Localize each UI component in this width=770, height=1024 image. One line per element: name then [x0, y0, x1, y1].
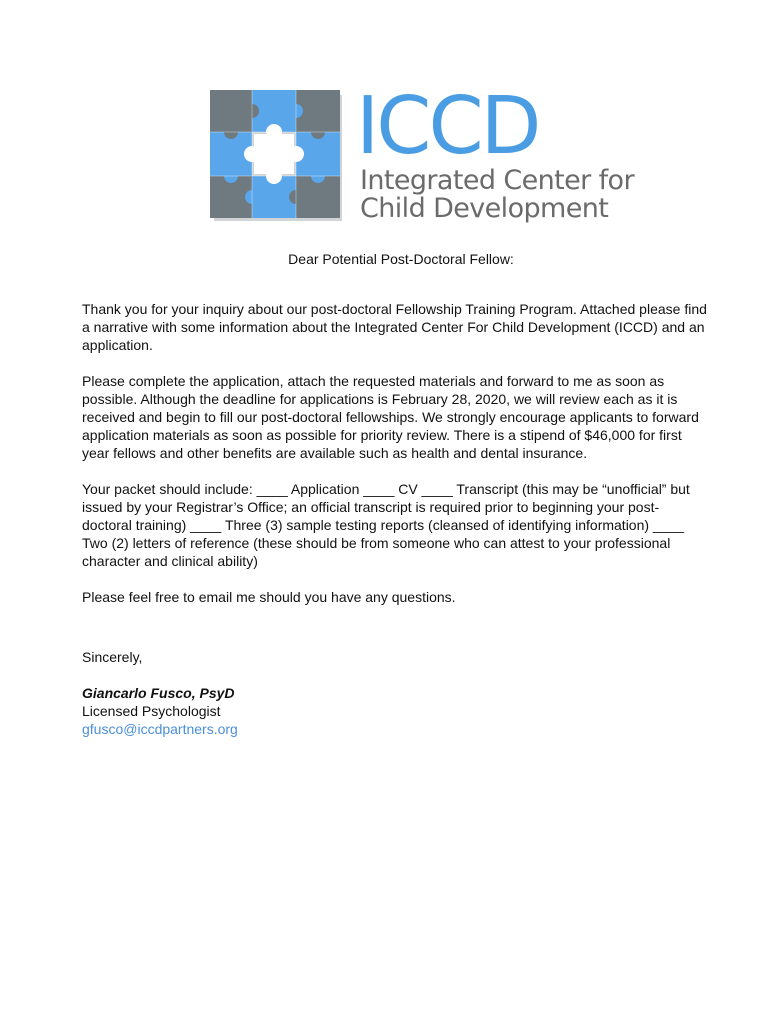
logo-tagline-line-2: Child Development	[360, 193, 609, 224]
salutation: Dear Potential Post-Doctoral Fellow:	[288, 251, 514, 267]
paragraph-contact: Please feel free to email me should you have any questions.	[82, 589, 456, 605]
spacer	[82, 624, 708, 648]
paragraph-instructions: Please complete the application, attach the requested materials and forward to me as soon as possible. Although the deadline for applications is February 28, 2020, we will review each as it is received and begin to fill our post-doctoral fellowships. We strongly encourage applicants to forward application materials as soon as possible for priority review. There is a stipend of $46,000 for first year fellows and other benefits are available such as health and dental insurance.	[82, 373, 699, 461]
paragraph-inquiry: Thank you for your inquiry about our post-doctoral Fellowship Training Program. Attached please find a narrative with some information about the Integrated Center For Child Development (ICCD) and an application.	[82, 301, 707, 353]
closing: Sincerely,	[82, 649, 143, 665]
letter-body	[82, 250, 708, 738]
logo-tagline-line-1: Integrated Center for	[360, 165, 634, 196]
paragraph-packet: Your packet should include: ____ Application ____ CV ____ Transcript (this may be “unofficial” but issued by your Registrar’s Office; an official transcript is required prior to beginning your post-doctoral training) ____ Three (3) sample testing reports (cleansed of identifying information) ____ Two (2) letters of reference (these should be from someone who can attest to your professional character and clinical ability)	[82, 481, 690, 569]
signature-title: Licensed Psychologist	[82, 703, 221, 719]
puzzle-logo-icon	[210, 90, 344, 222]
iccd-logo	[210, 80, 634, 226]
signature-name: Giancarlo Fusco, PsyD	[82, 685, 235, 701]
logo-acronym: ICCD	[356, 80, 539, 172]
signature-email-link[interactable]: gfusco@iccdpartners.org	[82, 721, 238, 737]
